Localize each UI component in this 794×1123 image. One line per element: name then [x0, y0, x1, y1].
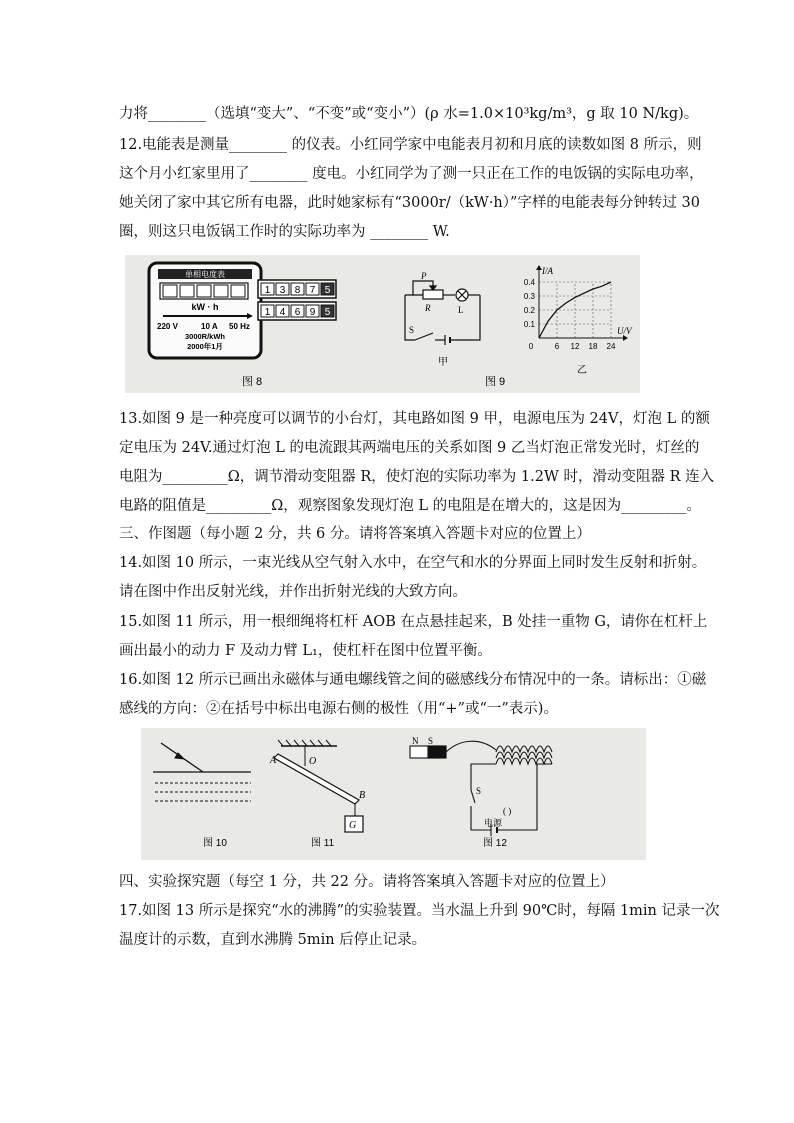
text-line-4: 她关闭了家中其它所有电器，此时她家标有“3000r/（kW·h）”字样的电能表每分钟转过 30 [119, 195, 700, 211]
text-line-8: 电阻为_________Ω，调节滑动变阻器 R，使灯泡的实际功率为 1.2W 时，滑动变阻器 R 连入 [119, 469, 715, 485]
x-tick-label: 12 [570, 342, 580, 351]
meter-spec-voltage: 220 V [157, 322, 178, 331]
figure-10-12 [141, 728, 646, 860]
section-three-heading: 三、作图题（每小题 2 分，共 6 分。请将答案填入答题卡对应的位置上） [119, 526, 591, 542]
label-L: L [458, 305, 464, 315]
fig10-caption: 图 10 [203, 838, 227, 849]
label-P: P [421, 271, 427, 281]
x-tick-label: 18 [588, 342, 598, 351]
fig12-label-S: S [428, 736, 434, 746]
meter-unit: kW · h [191, 302, 219, 312]
meter-spec-frequency: 50 Hz [229, 322, 250, 331]
fig8-caption: 图 8 [242, 376, 263, 388]
fig11-label-G: G [349, 820, 357, 831]
reading-start-digit: 3 [279, 285, 286, 296]
x-tick-label: 6 [554, 342, 560, 351]
section-four-heading: 四、实验探究题（每空 1 分，共 22 分。请将答案填入答题卡对应的位置上） [119, 874, 615, 890]
text-line-6: 13.如图 9 是一种亮度可以调节的小台灯，其电路如图 9 甲，电源电压为 24V，灯泡 L 的额 [119, 411, 710, 427]
text-line-3: 这个月小红家里用了________ 度电。小红同学为了测一只正在工作的电饭锅的实际电功率， [119, 166, 704, 182]
fig12-label-switch: S [476, 786, 482, 796]
circuit-diagram [405, 281, 480, 345]
text-line-2: 12.电能表是测量________ 的仪表。小红同学家中电能表月初和月底的读数如图 8 所示，则 [119, 137, 702, 153]
text-line-5: 圈，则这只电饭锅工作时的实际功率为 ________ W. [119, 224, 450, 240]
meter-spec-year: 2000年1月 [187, 342, 223, 351]
reading-start-digit: 7 [309, 285, 316, 296]
reading-end-digit: 6 [294, 307, 301, 318]
fig11-lever [274, 740, 366, 832]
fig12-label-source: 电源 [484, 818, 503, 828]
text-line-12: 请在图中作出反射光线，并作出折射光线的大致方向。 [119, 584, 467, 600]
text-line-11: 14.如图 10 所示，一束光线从空气射入水中，在空气和水的分界面上同时发生反射和折射。 [119, 555, 707, 571]
reading-start-digit: 8 [294, 285, 301, 296]
text-line-1: 力将________（选填“变大”、“不变”或“变小”）(ρ 水=1.0×10³kg/m³，g 取 10 N/kg)。 [119, 106, 699, 122]
fig12-label-paren: ( ) [503, 806, 512, 816]
x-tick-label: 24 [606, 342, 616, 351]
text-line-18: 17.如图 13 所示是探究“水的沸腾”的实验装置。当水温上升到 90℃时，每隔 1min 记录一次 [119, 903, 720, 919]
fig9-sub-b: 乙 [577, 365, 587, 376]
fig12-label-N: N [412, 736, 419, 746]
text-line-19: 温度计的示数，直到水沸腾 5min 后停止记录。 [119, 932, 427, 948]
y-tick-label: 0.3 [523, 292, 535, 301]
iu-chart [524, 265, 633, 351]
text-line-7: 定电压为 24V.通过灯泡 L 的电流跟其两端电压的关系如图 9 乙当灯泡正常发光时，灯丝的 [119, 440, 700, 456]
label-R: R [425, 303, 431, 313]
figure-8-9 [125, 255, 640, 393]
text-line-16: 感线的方向：②在括号中标出电源右侧的极性（用“+”或“一”表示)。 [119, 701, 558, 717]
meter-spec-rev: 3000R/kWh [184, 332, 226, 341]
reading-end-digit: 9 [309, 307, 316, 318]
x-tick-label: 0 [528, 342, 534, 351]
reading-end-digit: 1 [264, 307, 271, 318]
fig9-sub-a: 甲 [438, 357, 448, 368]
x-axis-label: U/V [617, 326, 632, 336]
text-line-15: 16.如图 12 所示已画出永磁体与通电螺线管之间的磁感线分布情况中的一条。请标出：①磁 [119, 672, 707, 688]
fig10-light-ray [153, 743, 251, 801]
text-line-14: 画出最小的动力 F 及动力臂 L₁，使杠杆在图中位置平衡。 [119, 643, 492, 659]
fig11-caption: 图 11 [311, 838, 335, 849]
fig12-caption: 图 12 [483, 838, 507, 849]
label-S: S [409, 325, 415, 335]
text-line-9: 电路的阻值是_________Ω，观察图象发现灯泡 L 的电阻是在增大的，这是因为_________。 [119, 498, 701, 514]
fig11-label-A: A [270, 755, 277, 766]
reading-end-digit: 4 [279, 307, 286, 318]
reading-end [258, 302, 336, 320]
reading-end-digit: 5 [324, 307, 331, 318]
reading-start [258, 280, 336, 298]
y-axis-label: I/A [542, 266, 553, 276]
fig11-label-B: B [359, 790, 366, 801]
reading-start-digit: 1 [264, 285, 271, 296]
y-tick-label: 0.4 [523, 278, 535, 287]
fig11-label-O: O [309, 756, 317, 767]
reading-start-digit: 5 [324, 285, 331, 296]
y-tick-label: 0.1 [523, 320, 535, 329]
fig9-caption: 图 9 [485, 376, 506, 388]
meter-title: 单相电度表 [185, 270, 225, 279]
meter-spec-current: 10 A [201, 322, 218, 331]
y-tick-label: 0.2 [523, 306, 535, 315]
text-line-13: 15.如图 11 所示，用一根细绳将杠杆 AOB 在点悬挂起来，B 处挂一重物 G，请你在杠杆上 [119, 614, 708, 630]
